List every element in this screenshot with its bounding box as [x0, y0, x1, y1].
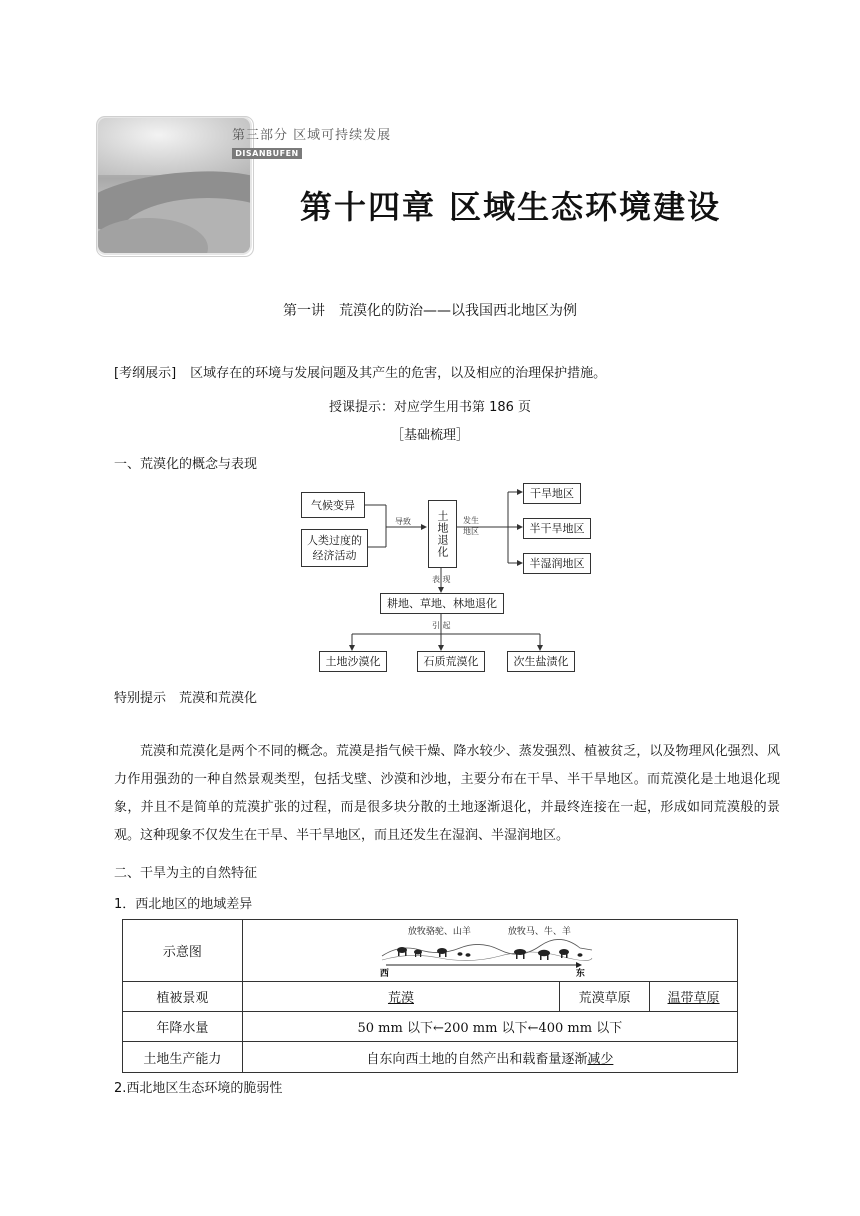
- cause-climate-label: 气候变异: [311, 498, 355, 512]
- img-east-label: 东: [575, 968, 585, 979]
- productivity-cell: [242, 1042, 737, 1073]
- special-heading: 特别提示 荒漠和荒漠化: [114, 691, 258, 706]
- lead-to-label: 导致: [395, 517, 411, 526]
- degradation-label: 耕地、草地、林地退化: [387, 597, 497, 610]
- veg-desert: 荒漠: [242, 982, 560, 1012]
- lesson-hint: 授课提示：对应学生用书第 186 页: [328, 400, 532, 415]
- table-row: [123, 1012, 738, 1042]
- lecture-title: 第一讲 荒漠化的防治——以我国西北地区为例: [283, 303, 577, 319]
- cause-human-box: [301, 529, 368, 567]
- result-sandy-label: 土地沙漠化: [325, 655, 381, 668]
- img-caption-right: 放牧马、牛、羊: [507, 926, 571, 937]
- result-rocky-box: [417, 651, 485, 672]
- result-rocky-label: 石质荒漠化: [423, 655, 479, 668]
- row-label: 植被景观: [123, 982, 243, 1012]
- region-subhumid-box: [523, 553, 591, 574]
- region-table: [122, 919, 738, 1073]
- result-sandy-box: [319, 651, 387, 672]
- result-salinization-label: 次生盐渍化: [513, 655, 569, 668]
- region-arid-box: [523, 483, 581, 504]
- degradation-box: [380, 593, 504, 614]
- landscape-diagram: [380, 924, 600, 978]
- veg-temperate-grassland: 温带草原: [650, 982, 738, 1012]
- productivity-text: 自东向西土地的自然产出和载畜量逐渐: [366, 1051, 588, 1067]
- table-row: [123, 920, 738, 982]
- section1-title: 一、荒漠化的概念与表现: [114, 457, 258, 472]
- center-box: [428, 500, 457, 568]
- special-body-text: 荒漠和荒漠化是两个不同的概念。荒漠是指气候干燥、降水较少、蒸发强烈、植被贫乏，以及物理风化强烈、风力作用强劲的一种自然景观类型，包括戈壁、沙漠和沙地，主要分布在干旱、半干旱地区。而荒漠化是土地退化现象，并且不是简单的荒漠扩张的过程，而是很多块分散的土地逐渐退化，并最终连接在一起，形成如同荒漠般的景观。这种现象不仅发生在干旱、半干旱地区，而且还发生在湿润、半湿润地区。: [114, 744, 780, 843]
- chapter-title: 第十四章 区域生态环境建设: [300, 188, 722, 226]
- table-row: [123, 1042, 738, 1073]
- precip-value: 50 mm 以下←200 mm 以下←400 mm 以下: [242, 1012, 737, 1042]
- img-caption-left: 放牧骆驼、山羊: [407, 926, 471, 937]
- veg-desert-steppe: 荒漠草原: [560, 982, 650, 1012]
- occur-label: [463, 515, 479, 537]
- cause-result-label: 引 起: [432, 621, 451, 630]
- section2-title: 二、干旱为主的自然特征: [114, 866, 258, 881]
- cause-human-line1: 人类过度的: [307, 534, 362, 547]
- center-label: 土地退化: [436, 510, 449, 558]
- cause-climate-box: [301, 492, 365, 518]
- region-arid-label: 干旱地区: [530, 487, 574, 500]
- row-label: 土地生产能力: [123, 1042, 243, 1073]
- part-tag: DISANBUFEN: [232, 148, 302, 159]
- table-row: [123, 982, 738, 1012]
- occur-line1: 发生: [463, 516, 479, 525]
- cause-human-line2: 经济活动: [312, 549, 357, 562]
- sub2-title: 2.西北地区生态环境的脆弱性: [114, 1081, 283, 1096]
- syllabus-tag: [考纲展示]: [114, 366, 177, 381]
- region-semiarid-label: 半干旱地区: [529, 522, 585, 535]
- row-label: 年降水量: [123, 1012, 243, 1042]
- part-label: 第三部分 区域可持续发展: [232, 128, 392, 143]
- landscape-drawing: [380, 934, 600, 968]
- region-subhumid-label: 半湿润地区: [529, 557, 585, 570]
- productivity-underlined: 减少: [587, 1051, 614, 1067]
- base-title: ［基础梳理］: [390, 428, 469, 443]
- img-west-label: 西: [379, 968, 389, 979]
- manifest-label: 表 现: [432, 575, 451, 584]
- syllabus-text: 区域存在的环境与发展问题及其产生的危害，以及相应的治理保护措施。: [190, 366, 607, 381]
- row-label: 示意图: [123, 920, 243, 982]
- diagram-cell: [242, 920, 737, 982]
- sub1-title: 1．西北地区的地域差异: [114, 897, 253, 912]
- special-body: [114, 710, 780, 850]
- result-salinization-box: [507, 651, 575, 672]
- region-semiarid-box: [523, 518, 591, 539]
- occur-line2: 地区: [463, 527, 479, 536]
